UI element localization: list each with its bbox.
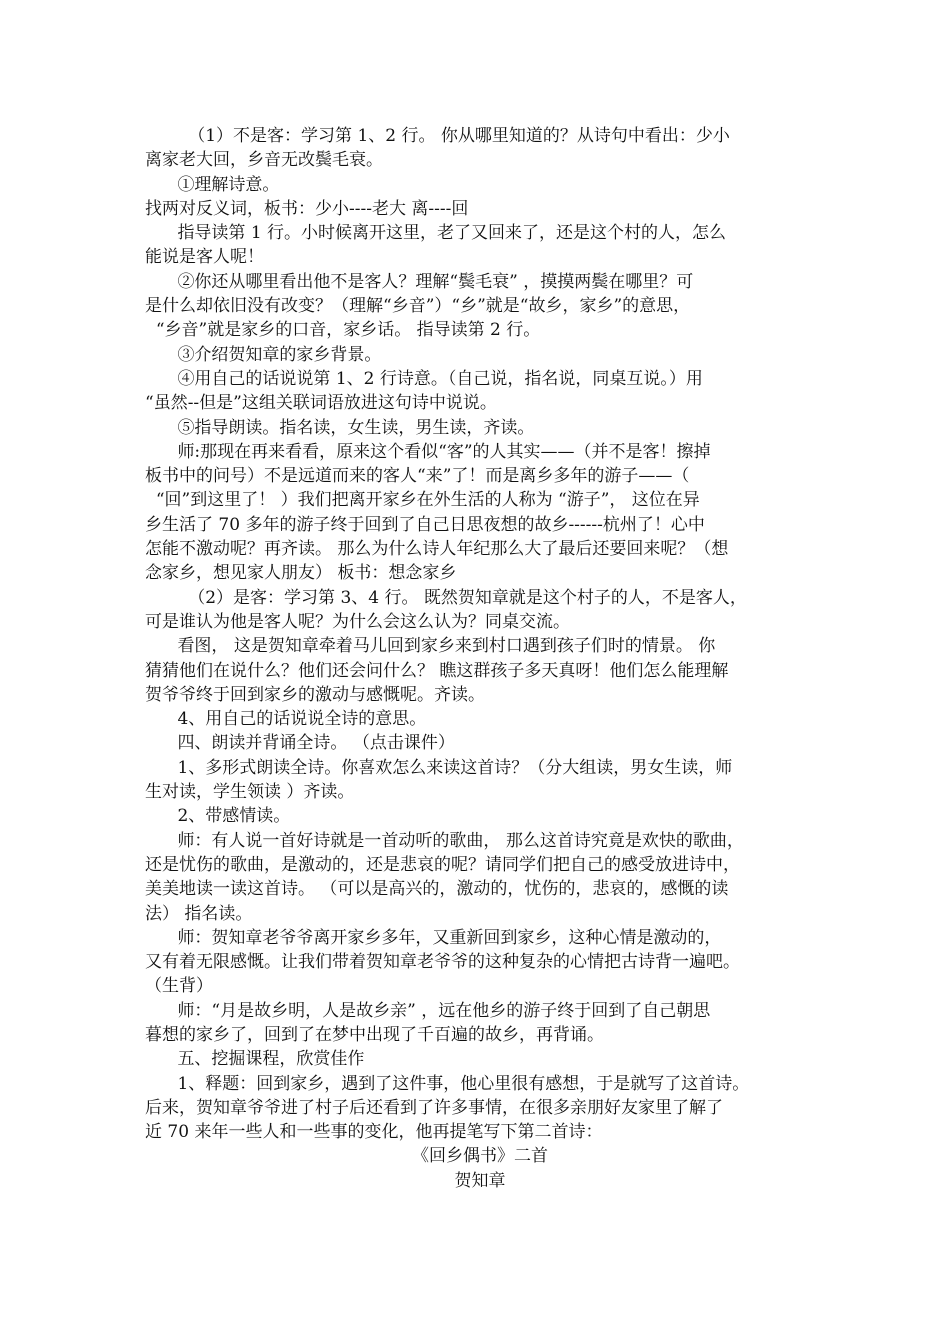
text-line: 师：贺知章老爷爷离开家乡多年，又重新回到家乡，这种心情是激动的，	[145, 927, 722, 948]
text-line: 板书中的问号）不是远道而来的客人“来”了！而是离乡多年的游子——（	[145, 466, 690, 487]
text-line: 指导读第 1 行。小时候离开这里，老了又回来了，还是这个村的人，怎么	[145, 223, 727, 244]
text-line: （2）是客：学习第 3、4 行。 既然贺知章就是这个村子的人，不是客人，	[145, 587, 747, 608]
text-line: 1、多形式朗读全诗。你喜欢怎么来读这首诗？（分大组读，男女生读，师	[145, 757, 733, 778]
text-line: 能说是客人呢！	[145, 247, 264, 268]
text-line: ③介绍贺知章的家乡背景。	[145, 344, 382, 365]
text-line: 师:那现在再来看看，原来这个看似“客”的人其实——（并不是客！擦掉	[145, 441, 711, 462]
text-line: 生对读，学生领读 ）齐读。	[145, 782, 355, 803]
text-line: ⑤指导朗读。指名读，女生读，男生读，齐读。	[145, 417, 535, 438]
text-line: 后来，贺知章爷爷进了村子后还看到了许多事情，在很多亲朋好友家里了解了	[145, 1097, 723, 1118]
text-line: 怎能不激动呢？再齐读。 那么为什么诗人年纪那么大了最后还要回来呢？（想	[145, 539, 729, 560]
text-line: ②你还从哪里看出他不是客人？理解“鬓毛衰” ，摸摸两鬓在哪里？可	[145, 271, 694, 292]
poem-title: 《回乡偶书》二首	[412, 1146, 548, 1167]
text-line: 4、用自己的话说说全诗的意思。	[145, 709, 427, 730]
text-line: （生背）	[145, 976, 213, 997]
text-line: 找两对反义词，板书：少小----老大 离----回	[145, 198, 469, 219]
text-line: 乡生活了 70 多年的游子终于回到了自己日思夜想的故乡------杭州了！心中	[145, 514, 705, 535]
text-line: 念家乡，想见家人朋友） 板书：想念家乡	[145, 563, 457, 584]
text-line: 是什么却依旧没有改变？（理解“乡音”）“乡”就是“故乡，家乡”的意思，	[145, 296, 691, 317]
text-line: 离家老大回，乡音无改鬓毛衰。	[145, 150, 383, 171]
text-line: 暮想的家乡了，回到了在梦中出现了千百遍的故乡，再背诵。	[145, 1024, 604, 1045]
text-line: “乡音”就是家乡的口音，家乡话。 指导读第 2 行。	[145, 320, 541, 341]
text-line: 还是忧伤的歌曲，是激动的，还是悲哀的呢？请同学们把自己的感受放进诗中，	[145, 854, 740, 875]
text-line: 贺爷爷终于回到家乡的激动与感慨呢。齐读。	[145, 684, 485, 705]
text-line: ④用自己的话说说第 1、2 行诗意。（自己说，指名说，同桌互说。）用	[145, 368, 703, 389]
text-line: 近 70 来年一些人和一些事的变化，他再提笔写下第二首诗：	[145, 1122, 603, 1143]
text-line: 猜猜他们在说什么？他们还会问什么？ 瞧这群孩子多天真呀！他们怎么能理解	[145, 660, 729, 681]
text-line: 师：“月是故乡明，人是故乡亲” ，远在他乡的游子终于回到了自己朝思	[145, 1000, 711, 1021]
document-body	[145, 124, 815, 1193]
text-line: 看图， 这是贺知章牵着马儿回到家乡来到村口遇到孩子们时的情景。 你	[145, 636, 716, 657]
text-line: 可是谁认为他是客人呢？为什么会这么认为？同桌交流。	[145, 611, 570, 632]
text-line: （1）不是客：学习第 1、2 行。 你从哪里知道的？从诗句中看出：少小	[145, 126, 730, 146]
text-line: 2、带感情读。	[145, 806, 291, 827]
text-line: 又有着无限感慨。让我们带着贺知章老爷爷的这种复杂的心情把古诗背一遍吧。	[145, 952, 740, 973]
text-line: “虽然--但是”这组关联词语放进这句诗中说说。	[145, 393, 497, 414]
text-line: 1、释题：回到家乡，遇到了这件事，他心里很有感想，于是就写了这首诗。	[145, 1073, 750, 1094]
paragraph-list	[145, 124, 815, 1144]
text-line: “回”到这里了！ ）我们把离开家乡在外生活的人称为 “游子”， 这位在异	[145, 490, 700, 511]
text-line: 师：有人说一首好诗就是一首动听的歌曲， 那么这首诗究竟是欢快的歌曲，	[145, 830, 744, 851]
text-line: 美美地读一读这首诗。 （可以是高兴的，激动的，忧伤的，悲哀的，感慨的读	[145, 879, 729, 900]
text-line: 五、挖掘课程，欣赏佳作	[145, 1049, 365, 1070]
text-line: 法） 指名读。	[145, 903, 253, 924]
text-line: ①理解诗意。	[145, 174, 280, 195]
text-line: 四、朗读并背诵全诗。 （点击课件）	[145, 733, 455, 754]
poem-author: 贺知章	[454, 1170, 506, 1191]
